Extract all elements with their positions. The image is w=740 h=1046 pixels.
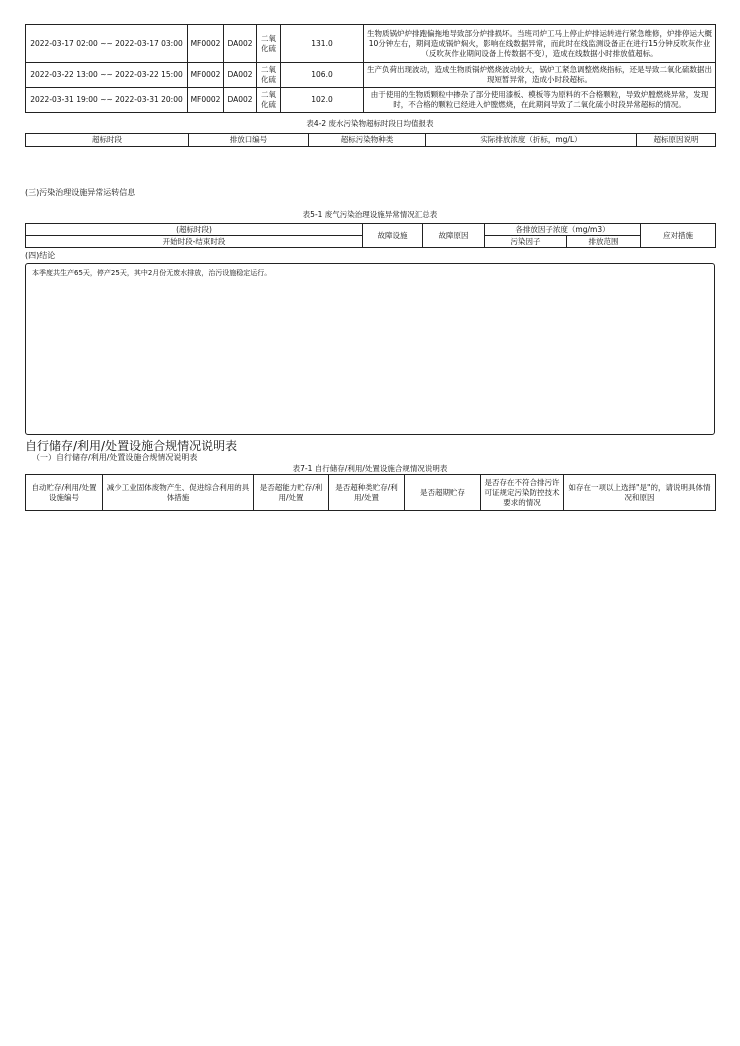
- self-storage-table: [25, 474, 716, 511]
- header-facility-id: 自动贮存/利用/处置设施编号: [26, 475, 103, 511]
- conclusion-text: 本季度共生产65天，停产25天，其中2月份无废水排放，治污设施稳定运行。: [32, 269, 272, 277]
- outlet-cell: DA002: [224, 25, 257, 63]
- header-facility: 故障设施: [363, 224, 423, 248]
- header-explanation: 如存在一项以上选择"是"的，请说明具体情况和原因: [564, 475, 716, 511]
- header-measure: 应对措施: [641, 224, 716, 248]
- value-cell: 102.0: [281, 88, 364, 113]
- table-row: [26, 25, 716, 63]
- section-4-title: (四)结论: [25, 251, 56, 260]
- reason-cell: 生物质锅炉炉排跑偏拖地导致部分炉排损坏。当班司炉工马上停止炉排运转进行紧急维修，炉排停运大概10分钟左右，期间造成锅炉焖火，影响在线数据异常，而此时在线监测设备正在进行15分钟反吹灰作业（反吹灰作业期间设备上传数据不变），造成在线数据小时排放值超标。: [364, 25, 716, 63]
- header-noncompliance: 是否存在不符合排污许可证规定污染防控技术要求的情况: [481, 475, 564, 511]
- header-concentration: 各排放因子浓度（mg/m3）: [485, 224, 641, 236]
- table-header-row: [26, 475, 716, 511]
- pollutant-cell: 二氧化硫: [257, 63, 281, 88]
- table-4-2-caption: 表4-2 废水污染物超标时段日均值报表: [306, 119, 434, 128]
- table-header-row: [26, 224, 716, 236]
- table-header-row: [26, 134, 716, 147]
- reason-cell: 生产负荷出现波动，造成生物质锅炉燃烧波动较大，锅炉工紧急调整燃烧指标，还是导致二氧化硫数据出现短暂异常，造成小时段超标。: [364, 63, 716, 88]
- source-cell: MF0002: [188, 25, 224, 63]
- conclusion-box: [25, 263, 715, 435]
- header-reason: 故障原因: [423, 224, 485, 248]
- header-factor: 污染因子: [485, 236, 567, 248]
- section-3-title: (三)污染治理设施异常运转信息: [25, 188, 136, 197]
- pollutant-cell: 二氧化硫: [257, 88, 281, 113]
- header-pollutant: 超标污染物种类: [309, 134, 426, 147]
- table-row: [26, 63, 716, 88]
- header-over-capacity: 是否超能力贮存/利用/处置: [254, 475, 329, 511]
- value-cell: 106.0: [281, 63, 364, 88]
- wastewater-table: [25, 133, 716, 147]
- period-cell: 2022-03-31 19:00 ~~ 2022-03-31 20:00: [26, 88, 188, 113]
- value-cell: 131.0: [281, 25, 364, 63]
- table-7-1-caption: 表7-1 自行储存/利用/处置设施合规情况说明表: [292, 464, 448, 473]
- outlet-cell: DA002: [224, 88, 257, 113]
- exceedance-table: [25, 24, 716, 113]
- header-range: 排放范围: [567, 236, 641, 248]
- outlet-cell: DA002: [224, 63, 257, 88]
- source-cell: MF0002: [188, 88, 224, 113]
- table-5-1-caption: 表5-1 废气污染治理设施异常情况汇总表: [302, 210, 438, 219]
- header-over-type: 是否超种类贮存/利用/处置: [329, 475, 405, 511]
- section-7-heading: 自行储存/利用/处置设施合规情况说明表: [25, 439, 238, 453]
- reason-cell: 由于使用的生物质颗粒中掺杂了部分使用漆板、模板等为原料的不合格颗粒，导致炉膛燃烧异常，发现时，不合格的颗粒已经进入炉膛燃烧，在此期间导致了二氧化硫小时段异常超标的情况。: [364, 88, 716, 113]
- facility-anomaly-table: [25, 223, 716, 248]
- header-measures: 减少工业固体废物产生、促进综合利用的具体措施: [103, 475, 254, 511]
- header-period-sub: 开始时段-结束时段: [26, 236, 363, 248]
- table-row: [26, 88, 716, 113]
- header-reason: 超标原因说明: [637, 134, 716, 147]
- section-7-subheading: （一）自行储存/利用/处置设施合规情况说明表: [32, 453, 198, 462]
- header-concentration: 实际排放浓度（折标，mg/L）: [426, 134, 637, 147]
- source-cell: MF0002: [188, 63, 224, 88]
- header-period: 超标时段: [26, 134, 189, 147]
- period-cell: 2022-03-22 13:00 ~~ 2022-03-22 15:00: [26, 63, 188, 88]
- period-cell: 2022-03-17 02:00 ~~ 2022-03-17 03:00: [26, 25, 188, 63]
- header-period: (超标时段): [26, 224, 363, 236]
- header-outlet: 排放口编号: [189, 134, 309, 147]
- header-over-period: 是否超期贮存: [405, 475, 481, 511]
- pollutant-cell: 二氧化硫: [257, 25, 281, 63]
